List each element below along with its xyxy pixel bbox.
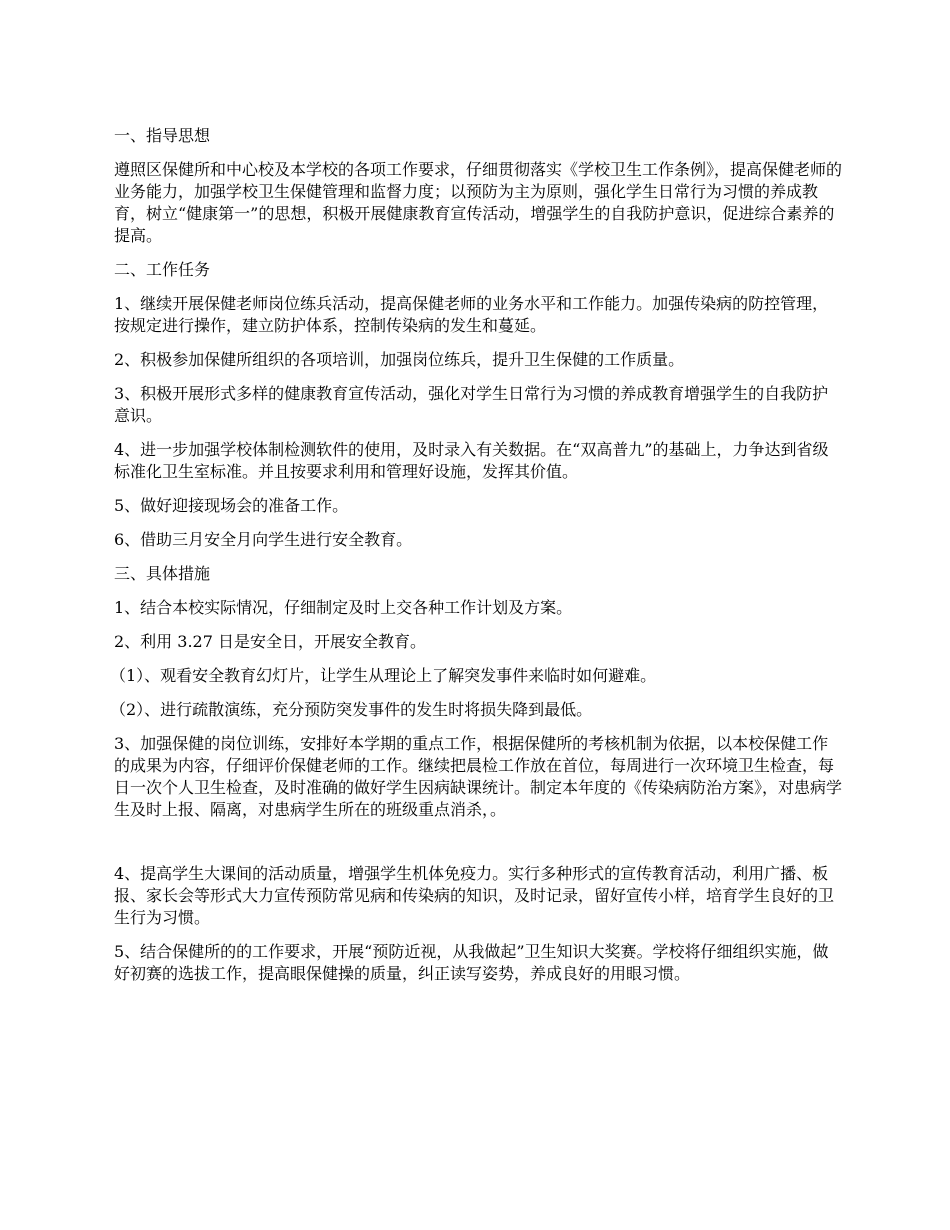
task-item-3: 3、积极开展形式多样的健康教育宣传活动，强化对学生日常行为习惯的养成教育增强学生的自我防护意识。 bbox=[114, 384, 829, 425]
measure-subitem-2: （2）、进行疏散演练，充分预防突发事件的发生时将损失降到最低。 bbox=[110, 700, 593, 719]
measure-item-5: 5、结合保健所的的工作要求，开展“预防近视，从我做起”卫生知识大奖赛。学校将仔细组织实施，做好初赛的选拔工作，提高眼保健操的质量，纠正读写姿势，养成良好的用眼习惯。 bbox=[114, 942, 829, 983]
measure-subitem-1: （1）、观看安全教育幻灯片，让学生从理论上了解突发事件来临时如何避难。 bbox=[110, 666, 657, 685]
task-item-6: 6、借助三月安全月向学生进行安全教育。 bbox=[114, 530, 413, 549]
task-item-1: 1、继续开展保健老师岗位练兵活动，提高保健老师的业务水平和工作能力。加强传染病的防控管理，按规定进行操作，建立防护体系，控制传染病的发生和蔓延。 bbox=[114, 294, 829, 335]
task-item-2: 2、积极参加保健所组织的各项培训，加强岗位练兵，提升卫生保健的工作质量。 bbox=[114, 350, 685, 369]
task-item-4: 4、进一步加强学校体制检测软件的使用，及时录入有关数据。在“双高普九”的基础上，力争达到省级标准化卫生室标准。并且按要求利用和管理好设施，发挥其价值。 bbox=[114, 440, 829, 481]
section-heading-tasks: 二、工作任务 bbox=[114, 260, 211, 279]
task-item-5: 5、做好迎接现场会的准备工作。 bbox=[114, 496, 349, 515]
document-page bbox=[110, 125, 843, 997]
measure-item-3: 3、加强保健的岗位训练，安排好本学期的重点工作，根据保健所的考核机制为依据，以本校保健工作的成果为内容，仔细评价保健老师的工作。继续把晨检工作放在首位，每周进行一次环境卫生检查，每日一次个人卫生检查，及时准确的做好学生因病缺课统计。制定本年度的《传染病防治方案》，对患病学生及时上报、隔离，对患病学生所在的班级重点消杀，。 bbox=[114, 734, 843, 819]
measure-item-1: 1、结合本校实际情况，仔细制定及时上交各种工作计划及方案。 bbox=[114, 598, 573, 617]
section-heading-measures: 三、具体措施 bbox=[114, 564, 211, 583]
guiding-paragraph: 遵照区保健所和中心校及本学校的各项工作要求，仔细贯彻落实《学校卫生工作条例》，提高保健老师的业务能力，加强学校卫生保健管理和监督力度；以预防为主为原则，强化学生日常行为习惯的养成教育，树立“健康第一”的思想，积极开展健康教育宣传活动，增强学生的自我防护意识，促进综合素养的提高。 bbox=[114, 160, 843, 245]
section-heading-guiding: 一、指导思想 bbox=[114, 126, 211, 145]
measure-item-2: 2、利用 3.27 日是安全日，开展安全教育。 bbox=[114, 632, 426, 651]
measure-item-4: 4、提高学生大课间的活动质量，增强学生机体免疫力。实行多种形式的宣传教育活动，利用广播、板报、家长会等形式大力宣传预防常见病和传染病的知识，及时记录，留好宣传小样，培育学生良好的卫生行为习惯。 bbox=[114, 864, 835, 927]
